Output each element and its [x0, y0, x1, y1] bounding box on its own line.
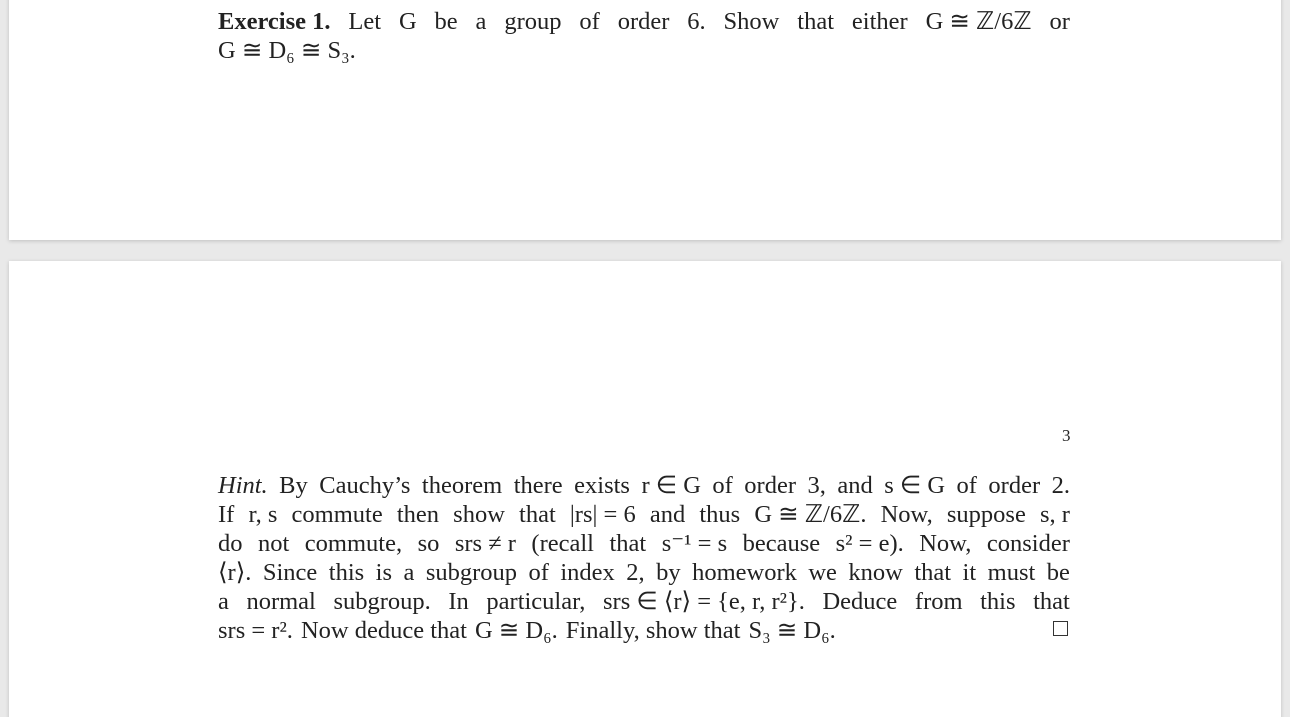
hint-word: 3,: [807, 472, 826, 499]
hint-word: is: [375, 559, 392, 586]
hint-word: suppose: [946, 501, 1026, 528]
hint-word: this: [980, 588, 1016, 615]
qed-square-icon: [1053, 621, 1068, 636]
hint-word: not: [257, 530, 290, 557]
hint-word: then: [396, 501, 440, 528]
exercise-word: a: [475, 8, 487, 35]
hint-word: Cauchy’s: [319, 472, 411, 499]
hint-word: it: [962, 559, 977, 586]
hint-word: of: [712, 472, 733, 499]
exercise-word: G ≅ D₆ ≅ S₃.: [218, 37, 356, 64]
page-top: [9, 0, 1281, 240]
hint-paragraph: [218, 471, 1070, 645]
exercise-word: either: [851, 8, 908, 35]
hint-word: s ∈ G: [884, 472, 946, 499]
hint-word: consider: [986, 530, 1070, 557]
exercise-word: group: [504, 8, 562, 35]
hint-word: Finally, show that: [565, 617, 741, 644]
hint-word: S₃ ≅ D₆.: [748, 617, 836, 644]
hint-word: subgroup: [425, 559, 518, 586]
hint-word: s² = e).: [835, 530, 904, 557]
hint-word: this: [328, 559, 365, 586]
hint-word: index: [560, 559, 615, 586]
page-number: 3: [1062, 426, 1071, 445]
exercise-paragraph: [218, 7, 1070, 65]
hint-word: homework: [692, 559, 797, 586]
hint-word: exists: [574, 472, 630, 499]
exercise-label: Exercise 1.: [218, 8, 331, 35]
hint-word: Deduce: [822, 588, 898, 615]
exercise-word: of: [579, 8, 600, 35]
hint-word: and: [837, 472, 873, 499]
page-bottom: [9, 261, 1281, 717]
exercise-word: Show: [723, 8, 780, 35]
hint-word: do: [218, 530, 243, 557]
hint-word: (recall: [531, 530, 594, 557]
hint-word: by: [656, 559, 681, 586]
hint-label: Hint.: [218, 472, 268, 499]
hint-word: that: [914, 559, 952, 586]
exercise-word: be: [434, 8, 458, 35]
hint-word: must: [987, 559, 1036, 586]
hint-word: there: [513, 472, 563, 499]
hint-word: particular,: [486, 588, 586, 615]
hint-word: In: [448, 588, 469, 615]
hint-line: [218, 558, 1070, 587]
hint-word: By: [279, 472, 308, 499]
exercise-word: Let: [348, 8, 382, 35]
hint-word: G ≅ ℤ/6ℤ.: [754, 501, 867, 528]
hint-line: [218, 587, 1070, 616]
hint-word: because: [742, 530, 821, 557]
hint-word: show: [453, 501, 505, 528]
hint-word: srs ≠ r: [454, 530, 516, 557]
hint-word: 2,: [626, 559, 645, 586]
exercise-word: or: [1049, 8, 1070, 35]
hint-word: we: [808, 559, 837, 586]
hint-line: [218, 616, 1070, 645]
exercise-word: that: [797, 8, 835, 35]
hint-word: of: [528, 559, 549, 586]
hint-word: Now,: [880, 501, 933, 528]
hint-word: Now deduce that: [300, 617, 467, 644]
hint-word: |rs| = 6: [569, 501, 636, 528]
hint-word: thus: [699, 501, 741, 528]
hint-word: srs ∈ ⟨r⟩ = {e, r, r²}.: [603, 588, 805, 615]
hint-word: that: [1033, 588, 1070, 615]
hint-word: 2.: [1051, 472, 1070, 499]
hint-line: [218, 500, 1070, 529]
hint-word: a: [403, 559, 415, 586]
hint-word: of: [956, 472, 977, 499]
hint-word: that: [609, 530, 647, 557]
hint-word: know: [848, 559, 903, 586]
hint-word: commute,: [304, 530, 403, 557]
hint-word: from: [914, 588, 963, 615]
hint-word: commute: [291, 501, 383, 528]
hint-word: normal: [246, 588, 316, 615]
hint-word: theorem: [421, 472, 503, 499]
hint-word: s, r: [1039, 501, 1070, 528]
hint-word: be: [1046, 559, 1070, 586]
hint-word: order: [744, 472, 796, 499]
hint-word: s⁻¹ = s: [661, 530, 728, 557]
exercise-word: order: [617, 8, 670, 35]
hint-word: so: [417, 530, 440, 557]
hint-line: [218, 529, 1070, 558]
hint-word: subgroup.: [333, 588, 431, 615]
hint-word: order: [988, 472, 1041, 499]
hint-word: that: [519, 501, 556, 528]
exercise-line: [218, 36, 1070, 65]
exercise-word: 6.: [687, 8, 706, 35]
exercise-word: G ≅ ℤ/6ℤ: [925, 8, 1032, 35]
hint-line: [218, 471, 1070, 500]
hint-word: r, s: [248, 501, 278, 528]
exercise-word: G: [398, 8, 417, 35]
hint-word: Now,: [919, 530, 972, 557]
hint-word: G ≅ D₆.: [474, 617, 558, 644]
hint-word: a: [218, 588, 229, 615]
hint-word: r ∈ G: [641, 472, 701, 499]
hint-word: If: [218, 501, 235, 528]
exercise-line: [218, 7, 1070, 36]
hint-word: srs = r².: [218, 617, 293, 644]
hint-word: and: [649, 501, 686, 528]
hint-word: Since: [262, 559, 318, 586]
hint-word: ⟨r⟩.: [218, 559, 252, 586]
